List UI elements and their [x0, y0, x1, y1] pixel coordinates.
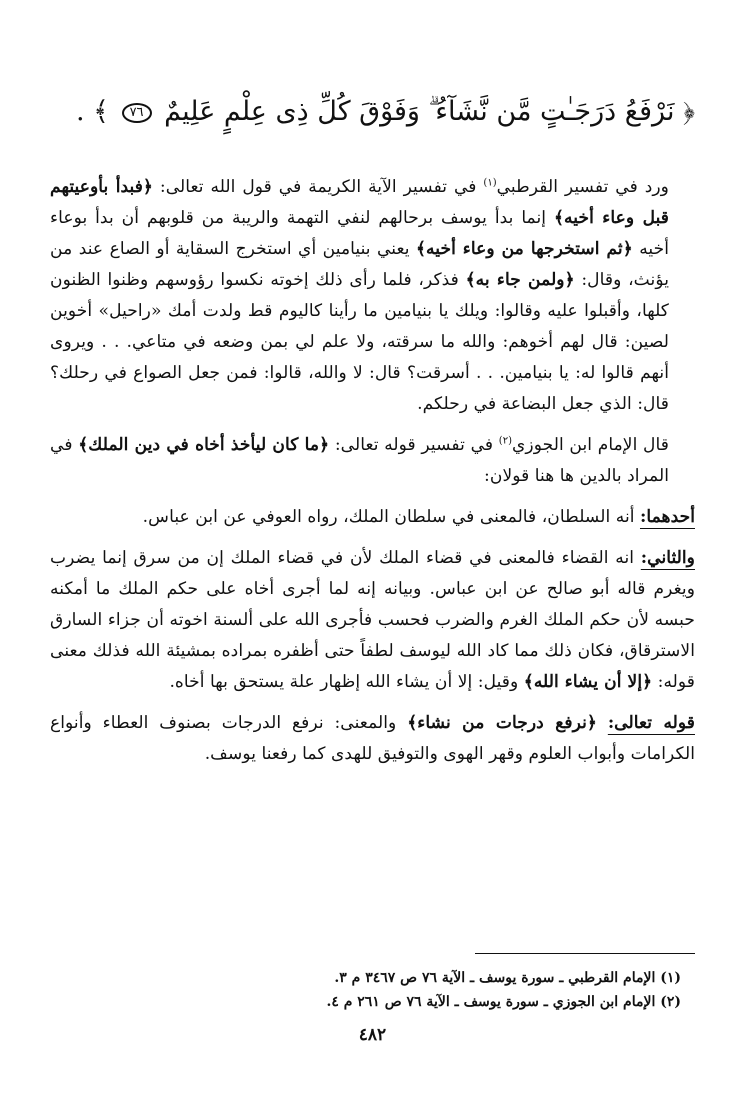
quran-quote: ﴿إلا أن يشاء الله﴾	[523, 672, 653, 692]
verse-close-bracket: ﴾ .	[75, 96, 109, 127]
text-run: أنه السلطان، فالمعنى في سلطان الملك، رواه العوفي عن ابن عباس.	[142, 507, 640, 527]
quran-quote: ﴿ثم استخرجها من وعاء أخيه﴾	[415, 239, 633, 259]
footnotes	[50, 966, 695, 1014]
text-run: في تفسير الآية الكريمة في قول الله تعالى:	[153, 177, 484, 197]
footnote-divider	[475, 953, 695, 954]
text-run: وقيل: إلا أن يشاء الله إظهار علة يستحق بها أخاه.	[169, 672, 524, 692]
quran-quote: ﴿نرفع درجات من نشاء﴾	[407, 713, 597, 733]
text-run	[597, 713, 608, 733]
text-run: يعني بنيامين أي استخرج السقاية أو الصاع عند من يؤنث، وقال:	[50, 239, 669, 290]
ayah-number-marker: ٧٦	[122, 103, 152, 123]
section-term: أحدهما:	[639, 507, 695, 527]
text-run: انه القضاء فالمعنى في قضاء الملك لأن في قضاء الملك إن من سرق إنما يضرب ويغرم قاله أبو صالح عن ابن عباس. وبيانه إنه لما أجرى أخاه على حكم الملك ما أمكنه حبسه لأن حكم الملك الغرم والضرب فحسب فأجرى الله على ألسنة اخوته أن جزاء السارق الاسترقاق، فكان ذلك مما كاد الله ليوسف لطفاً حتى أظفره بمراده بمشيئة الله فذلك معنى قوله:	[50, 548, 695, 692]
footnote-reference: (١)	[483, 177, 497, 189]
text-run: فذكر، فلما رأى ذلك إخوته نكسوا رؤوسهم وظنوا الظنون كلها، وأقبلوا عليه وقالوا: ويلك يا بنيامين ما رأينا كاليوم قط ولدت أمك «راحيل» أخوين لصين: قال لهم أخوهم: والله ما سرقته، ولا علم لي بمن وضعه في متاعي. . . ويروى أنهم قالوا له: يا بنيامين. . . أسرقت؟ قال: لا والله، قالوا: فمن جعل الصواع في رحلك؟ قال: الذي جعل البضاعة في رحلكم.	[50, 270, 669, 414]
text-run: إنما بدأ يوسف برحالهم لنفي التهمة والريبة من قلوبهم أن بدأ بوعاء أخيه	[50, 208, 670, 259]
quran-quote: ﴿ولمن جاء به﴾	[465, 270, 575, 290]
quran-verse-header	[50, 92, 695, 132]
quran-quote: ﴿ما كان ليأخذ أخاه في دين الملك﴾	[78, 435, 330, 455]
footnote-2: (٢) الإمام ابن الجوزي ـ سورة يوسف ـ الآية ٧٦ ص ٢٦١ م ٤.	[326, 994, 681, 1010]
paragraph-second-opinion	[50, 543, 695, 698]
paragraph-ibn-jawzi	[50, 430, 695, 492]
section-term: والثاني:	[640, 548, 695, 568]
footnote-reference: (٢)	[498, 435, 512, 447]
paragraph-first-opinion	[50, 502, 695, 533]
text-run: في تفسير قوله تعالى:	[329, 435, 499, 455]
text-run: في المراد بالدين ها هنا قولان:	[50, 435, 669, 486]
page-number: ٤٨٢	[358, 1025, 387, 1045]
text-run: قال الإمام ابن الجوزي	[511, 435, 669, 455]
verse-text: ﴿ نَرْفَعُ دَرَجَـٰتٍ مَّن نَّشَآءُ ۗ وَفَوْقَ كُلِّ ذِى عِلْمٍ عَلِيمٌ	[164, 96, 695, 127]
paragraph-qurtubi	[50, 172, 695, 420]
text-run: ورد في تفسير القرطبي	[496, 177, 669, 197]
quran-quote: ﴿فبدأ بأوعيتهم قبل وعاء أخيه﴾	[50, 177, 669, 228]
text-run: والمعنى: نرفع الدرجات بصنوف العطاء وأنواع الكرامات وأبواب العلوم وقهر الهوى والتوفيق للهدى كما رفعنا يوسف.	[50, 713, 695, 764]
paragraph-verse-explanation	[50, 708, 695, 770]
footnote-1: (١) الإمام القرطبي ـ سورة يوسف ـ الآية ٧٦ ص ٣٤٦٧ م ٣.	[334, 970, 681, 986]
book-page	[50, 60, 695, 1080]
section-term: قوله تعالى:	[607, 713, 695, 733]
commentary-body	[50, 172, 695, 770]
